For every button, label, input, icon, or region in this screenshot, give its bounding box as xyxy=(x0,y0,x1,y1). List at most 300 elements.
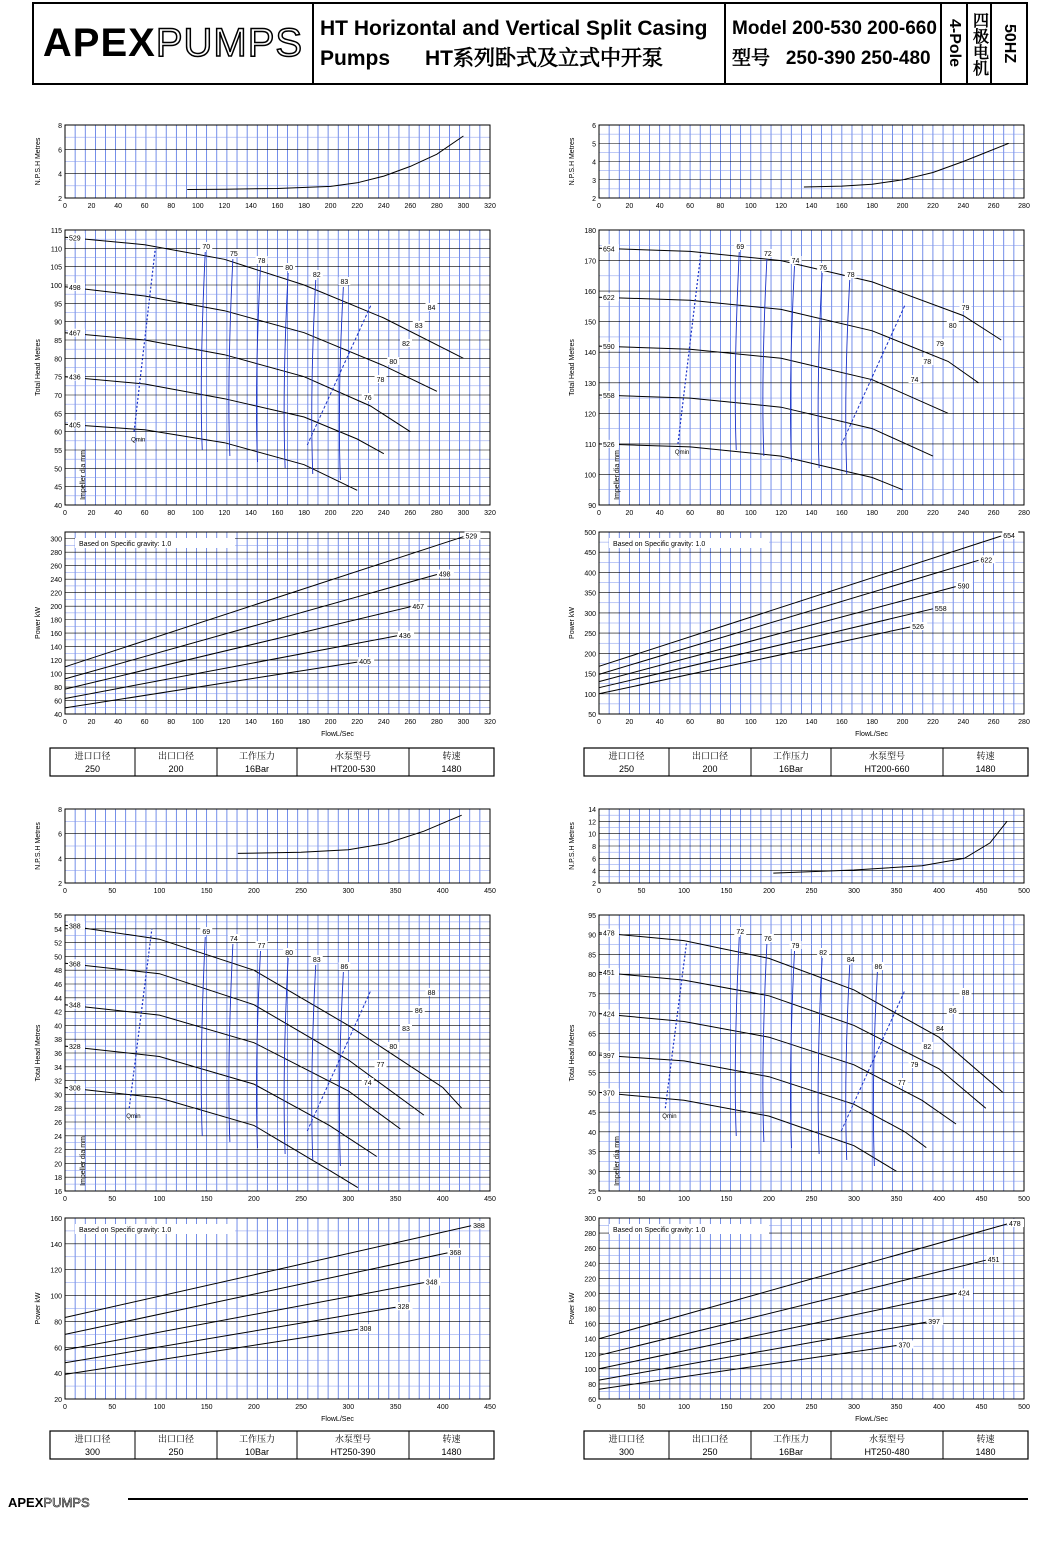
impeller-curve xyxy=(599,395,933,456)
power-x-tick-label: 400 xyxy=(436,1404,449,1411)
impeller-curve xyxy=(65,374,384,454)
head-x-tick-label: 100 xyxy=(744,510,757,517)
efficiency-label: 82 xyxy=(819,950,828,957)
head-x-tick-label: 0 xyxy=(597,1196,601,1203)
head-x-tick-label: 80 xyxy=(167,510,176,517)
spec-value: 250 xyxy=(84,764,101,774)
power-curve-label: 451 xyxy=(987,1257,1000,1265)
efficiency-label: 88 xyxy=(427,990,436,997)
efficiency-label: 74 xyxy=(910,377,919,384)
head-x-tick-label: 150 xyxy=(200,1196,213,1203)
npsh-x-tick-label: 350 xyxy=(389,888,402,895)
spec-header: 出口口径 xyxy=(157,1434,195,1444)
power-curve xyxy=(599,1224,1007,1339)
spec-header: 转速 xyxy=(442,751,461,761)
power-curve-label: 368 xyxy=(449,1249,462,1257)
power-x-tick-label: 150 xyxy=(200,1404,213,1411)
impeller-curve xyxy=(599,346,948,413)
flow-axis-label: FlowL/Sec xyxy=(321,731,354,738)
head-x-tick-label: 260 xyxy=(404,510,417,517)
head-x-tick-label: 200 xyxy=(763,1196,775,1203)
power-x-tick-label: 100 xyxy=(744,719,757,726)
efficiency-label: 79 xyxy=(936,341,944,348)
power-y-tick-label: 120 xyxy=(584,1351,596,1359)
frequency-label: 50HZ xyxy=(1001,23,1018,64)
npsh-y-tick-label: 2 xyxy=(58,881,62,888)
power-curve-label: 558 xyxy=(934,605,947,613)
sg-note: Based on Specific gravity: 1.0 xyxy=(613,541,706,548)
power-y-tick-label: 240 xyxy=(584,1261,596,1269)
power-y-tick-label: 200 xyxy=(584,651,596,659)
power-y-tick-label: 280 xyxy=(584,1231,596,1239)
npsh-x-tick-label: 300 xyxy=(457,203,470,210)
head-x-tick-label: 140 xyxy=(805,510,818,517)
npsh-x-tick-label: 350 xyxy=(890,888,903,895)
spec-header: 工作压力 xyxy=(238,751,276,761)
head-x-tick-label: 350 xyxy=(890,1196,903,1203)
head-x-tick-label: 180 xyxy=(298,510,310,517)
power-x-tick-label: 120 xyxy=(775,719,787,726)
spec-header: 转速 xyxy=(442,1434,461,1444)
power-y-tick-label: 450 xyxy=(584,550,596,558)
npsh-x-tick-label: 450 xyxy=(975,888,988,895)
npsh-x-tick-label: 0 xyxy=(597,203,601,210)
efficiency-label: 78 xyxy=(257,258,266,265)
head-x-tick-label: 450 xyxy=(975,1196,988,1203)
head-y-tick-label: 60 xyxy=(54,429,62,437)
head-y-tick-label: 20 xyxy=(54,1161,62,1169)
npsh-curve xyxy=(804,143,1009,187)
impeller-label: 558 xyxy=(603,393,615,400)
npsh-y-tick-label: 12 xyxy=(588,819,596,827)
head-y-tick-label: 30 xyxy=(588,1169,596,1177)
model-numbers xyxy=(726,4,942,83)
spec-header: 工作压力 xyxy=(238,1434,276,1444)
power-x-tick-label: 120 xyxy=(218,719,231,726)
npsh-y-tick-label: 8 xyxy=(58,123,62,130)
power-x-tick-label: 0 xyxy=(63,1404,67,1411)
impeller-label: 498 xyxy=(69,284,81,292)
spec-value: 1480 xyxy=(975,764,996,774)
head-y-tick-label: 24 xyxy=(54,1133,62,1141)
head-y-tick-label: 95 xyxy=(588,913,596,920)
head-y-tick-label: 26 xyxy=(54,1120,62,1127)
power-curve-label: 498 xyxy=(438,571,451,579)
head-y-tick-label: 75 xyxy=(588,991,596,999)
npsh-x-tick-label: 200 xyxy=(324,203,337,210)
head-x-tick-label: 280 xyxy=(431,510,443,517)
logo-bold-text: APEX xyxy=(42,21,156,65)
npsh-y-tick-label: 2 xyxy=(592,196,596,203)
npsh-x-tick-label: 0 xyxy=(63,203,67,210)
head-x-tick-label: 500 xyxy=(1018,1196,1030,1203)
head-y-tick-label: 46 xyxy=(54,982,62,989)
efficiency-label: 83 xyxy=(414,323,423,330)
model-line-1: Model 200-530 200-660 xyxy=(732,17,937,39)
power-curve-label: 308 xyxy=(359,1326,372,1334)
head-x-tick-label: 60 xyxy=(140,510,149,517)
spec-value: 300 xyxy=(618,1447,635,1457)
head-y-tick-label: 90 xyxy=(588,503,596,510)
head-y-tick-label: 75 xyxy=(54,374,62,382)
head-y-tick-label: 140 xyxy=(584,350,596,358)
head-x-tick-label: 0 xyxy=(63,510,67,517)
power-y-tick-label: 300 xyxy=(50,536,62,544)
power-curve-label: 622 xyxy=(980,557,993,565)
head-x-tick-label: 140 xyxy=(245,510,257,517)
title-line-2: Pumps HT系列卧式及立式中开泵 xyxy=(320,46,664,70)
logo xyxy=(34,4,314,83)
spec-value: 200 xyxy=(702,764,718,774)
npsh-x-tick-label: 400 xyxy=(933,888,945,895)
efficiency-label: 82 xyxy=(923,1044,932,1051)
spec-value: 1480 xyxy=(975,1447,996,1457)
power-x-tick-label: 0 xyxy=(63,719,67,726)
spec-header: 水泵型号 xyxy=(868,1434,906,1444)
spec-header: 转速 xyxy=(976,751,995,761)
power-y-tick-label: 200 xyxy=(50,604,62,612)
power-y-tick-label: 100 xyxy=(584,691,596,699)
spec-header: 进口口径 xyxy=(74,1434,111,1444)
power-y-tick-label: 220 xyxy=(50,590,62,598)
impeller-label: 526 xyxy=(603,441,615,449)
efficiency-label: 83 xyxy=(340,279,349,286)
qmin-label: Qmin xyxy=(126,1114,141,1121)
power-y-tick-label: 260 xyxy=(584,1246,596,1254)
power-y-tick-label: 120 xyxy=(50,658,62,666)
power-y-tick-label: 150 xyxy=(584,671,596,679)
efficiency-label: 86 xyxy=(874,964,883,971)
impeller-label: 467 xyxy=(69,330,81,338)
npsh-x-tick-label: 0 xyxy=(597,888,601,895)
power-x-tick-label: 300 xyxy=(342,1404,355,1411)
npsh-x-tick-label: 20 xyxy=(87,203,96,210)
head-y-tick-label: 40 xyxy=(54,503,62,510)
head-y-tick-label: 120 xyxy=(584,411,596,419)
efficiency-label: 72 xyxy=(763,251,772,258)
head-x-tick-label: 250 xyxy=(805,1196,818,1203)
head-x-tick-label: 260 xyxy=(987,510,1000,517)
npsh-x-tick-label: 40 xyxy=(114,203,123,210)
npsh-x-tick-label: 160 xyxy=(836,203,848,210)
head-y-tick-label: 170 xyxy=(584,258,596,266)
npsh-x-tick-label: 120 xyxy=(775,203,787,210)
power-y-tick-label: 80 xyxy=(54,1319,62,1327)
efficiency-label: 79 xyxy=(961,305,970,312)
power-y-tick-label: 180 xyxy=(50,617,62,625)
power-x-tick-label: 300 xyxy=(457,719,470,726)
head-y-tick-label: 150 xyxy=(584,319,596,327)
head-y-tick-label: 100 xyxy=(50,283,62,290)
head-y-tick-label: 60 xyxy=(588,1051,596,1058)
impeller-label: 388 xyxy=(69,923,81,931)
head-y-tick-label: 110 xyxy=(50,246,62,254)
power-y-tick-label: 80 xyxy=(588,1381,596,1389)
power-y-tick-label: 300 xyxy=(584,1216,596,1223)
power-x-tick-label: 300 xyxy=(848,1404,860,1411)
npsh-curve xyxy=(187,136,463,190)
power-x-tick-label: 250 xyxy=(805,1404,818,1411)
npsh-x-tick-label: 120 xyxy=(218,203,231,210)
spec-value: 16Bar xyxy=(778,1447,804,1457)
flow-axis-label: FlowL/Sec xyxy=(855,731,888,738)
spec-header: 进口口径 xyxy=(608,751,645,761)
impeller-label: 451 xyxy=(603,970,615,978)
npsh-x-tick-label: 260 xyxy=(404,203,417,210)
head-x-tick-label: 250 xyxy=(295,1196,307,1203)
npsh-curve xyxy=(238,815,462,853)
efficiency-label: 76 xyxy=(763,936,772,943)
power-x-tick-label: 160 xyxy=(271,719,284,726)
spec-value: 250 xyxy=(168,1447,184,1457)
spec-value: HT200-530 xyxy=(330,764,376,774)
impeller-dia-label: Impeller dia mm xyxy=(614,1136,621,1186)
npsh-x-tick-label: 20 xyxy=(625,203,634,210)
head-x-tick-label: 100 xyxy=(153,1196,166,1203)
impeller-label: 328 xyxy=(69,1044,81,1052)
npsh-y-tick-label: 3 xyxy=(592,177,596,185)
efficiency-label: 72 xyxy=(736,929,745,936)
efficiency-curve xyxy=(735,252,739,450)
head-y-tick-label: 85 xyxy=(54,338,62,345)
power-curve xyxy=(599,587,956,682)
npsh-curve xyxy=(773,821,1007,873)
efficiency-label: 80 xyxy=(948,323,957,330)
npsh-x-tick-label: 150 xyxy=(720,888,733,895)
impeller-label: 368 xyxy=(69,961,81,969)
head-x-tick-label: 400 xyxy=(933,1196,945,1203)
npsh-x-tick-label: 40 xyxy=(655,203,664,210)
impeller-curve xyxy=(65,1085,358,1188)
power-x-tick-label: 180 xyxy=(866,719,879,726)
power-y-tick-label: 250 xyxy=(584,631,596,639)
impeller-label: 529 xyxy=(69,235,81,243)
efficiency-label: 82 xyxy=(402,341,410,348)
power-y-tick-label: 160 xyxy=(584,1321,596,1329)
impeller-label: 478 xyxy=(603,930,615,938)
power-curve xyxy=(65,1307,396,1363)
efficiency-curve xyxy=(312,280,316,474)
power-y-tick-label: 500 xyxy=(584,530,596,537)
head-y-tick-label: 44 xyxy=(54,995,62,1003)
power-curve xyxy=(65,1253,448,1335)
power-y-axis-label: Power kW xyxy=(35,1292,42,1325)
head-x-tick-label: 160 xyxy=(836,510,848,517)
power-curve-label: 590 xyxy=(957,583,970,591)
head-y-tick-label: 40 xyxy=(588,1129,596,1137)
power-y-tick-label: 100 xyxy=(50,671,62,679)
impeller-curve xyxy=(599,297,979,383)
efficiency-curve xyxy=(229,944,233,1142)
power-y-tick-label: 20 xyxy=(54,1397,62,1404)
power-x-tick-label: 80 xyxy=(716,719,725,726)
power-curve-label: 370 xyxy=(898,1342,911,1350)
npsh-x-tick-label: 400 xyxy=(436,888,449,895)
efficiency-label: 82 xyxy=(312,272,321,279)
npsh-x-tick-label: 250 xyxy=(805,888,818,895)
head-y-axis-label: Total Head Metres xyxy=(35,339,42,396)
power-curve-label: 478 xyxy=(1009,1221,1021,1229)
efficiency-label: 77 xyxy=(257,943,266,950)
head-y-tick-label: 65 xyxy=(54,411,62,419)
power-x-tick-label: 140 xyxy=(245,719,257,726)
npsh-x-tick-label: 50 xyxy=(637,888,646,895)
head-x-tick-label: 240 xyxy=(377,510,390,517)
efficiency-label: 78 xyxy=(846,272,855,279)
power-curve xyxy=(599,1260,986,1355)
npsh-y-tick-label: 6 xyxy=(58,147,62,155)
page-title xyxy=(314,4,726,83)
efficiency-curve xyxy=(339,972,343,1166)
chart-panel-ht200-660 xyxy=(564,112,1034,780)
head-x-tick-label: 0 xyxy=(597,510,601,517)
spec-value: 250 xyxy=(618,764,635,774)
spec-value: HT250-390 xyxy=(330,1447,376,1457)
npsh-y-axis-label: N.P.S.H Metres xyxy=(35,137,42,186)
head-x-tick-label: 20 xyxy=(625,510,634,517)
npsh-x-tick-label: 100 xyxy=(744,203,757,210)
power-curve xyxy=(65,537,463,667)
head-x-tick-label: 200 xyxy=(248,1196,260,1203)
head-x-tick-label: 280 xyxy=(1018,510,1030,517)
npsh-x-tick-label: 280 xyxy=(1018,203,1030,210)
power-x-tick-label: 180 xyxy=(298,719,310,726)
chart-svg-ht250-390 xyxy=(30,798,500,1462)
head-y-tick-label: 160 xyxy=(584,289,596,297)
power-curve-label: 529 xyxy=(465,533,478,541)
npsh-x-tick-label: 0 xyxy=(63,888,67,895)
npsh-x-tick-label: 180 xyxy=(866,203,879,210)
npsh-y-tick-label: 10 xyxy=(588,831,596,839)
head-y-tick-label: 45 xyxy=(588,1110,596,1118)
efficiency-curve xyxy=(339,287,343,480)
head-y-tick-label: 65 xyxy=(588,1031,596,1039)
npsh-x-tick-label: 140 xyxy=(245,203,257,210)
npsh-y-tick-label: 2 xyxy=(592,881,596,888)
head-y-tick-label: 55 xyxy=(588,1070,596,1078)
head-y-tick-label: 70 xyxy=(588,1011,596,1019)
efficiency-label: 86 xyxy=(948,1008,957,1015)
head-y-axis-label: Total Head Metres xyxy=(569,339,576,396)
head-x-tick-label: 0 xyxy=(63,1196,67,1203)
efficiency-label: 76 xyxy=(363,395,372,402)
impeller-label: 397 xyxy=(603,1052,615,1060)
head-x-tick-label: 100 xyxy=(191,510,204,517)
head-y-tick-label: 95 xyxy=(54,301,62,309)
power-curve-label: 654 xyxy=(1003,533,1015,541)
head-y-tick-label: 130 xyxy=(584,380,596,388)
power-y-tick-label: 100 xyxy=(584,1366,596,1374)
sg-note: Based on Specific gravity: 1.0 xyxy=(613,1227,706,1234)
npsh-y-tick-label: 4 xyxy=(58,171,62,179)
power-y-tick-label: 40 xyxy=(54,712,62,719)
power-x-tick-label: 50 xyxy=(637,1404,646,1411)
head-y-tick-label: 42 xyxy=(54,1009,62,1017)
npsh-x-tick-label: 280 xyxy=(431,203,443,210)
efficiency-label: 78 xyxy=(376,377,385,384)
impeller-curve xyxy=(65,424,357,490)
spec-value: 250 xyxy=(702,1447,718,1457)
power-x-tick-label: 0 xyxy=(597,719,601,726)
efficiency-label: 83 xyxy=(312,957,321,964)
power-x-tick-label: 50 xyxy=(108,1404,117,1411)
spec-value: HT200-660 xyxy=(864,764,910,774)
head-x-tick-label: 160 xyxy=(271,510,284,517)
npsh-x-tick-label: 80 xyxy=(167,203,176,210)
npsh-x-tick-label: 450 xyxy=(484,888,496,895)
power-x-tick-label: 400 xyxy=(933,1404,945,1411)
efficiency-label: 84 xyxy=(427,305,436,312)
pole-label: 4-Pole xyxy=(942,4,968,83)
spec-header: 工作压力 xyxy=(772,1434,810,1444)
npsh-x-tick-label: 180 xyxy=(298,203,310,210)
npsh-x-tick-label: 240 xyxy=(377,203,390,210)
head-y-tick-label: 28 xyxy=(54,1106,62,1114)
npsh-x-tick-label: 100 xyxy=(678,888,690,895)
npsh-x-tick-label: 50 xyxy=(108,888,117,895)
power-y-axis-label: Power kW xyxy=(35,607,42,639)
power-x-tick-label: 100 xyxy=(191,719,204,726)
head-x-tick-label: 300 xyxy=(342,1196,355,1203)
spec-header: 工作压力 xyxy=(772,751,810,761)
head-y-tick-label: 18 xyxy=(54,1175,62,1183)
impeller-label: 654 xyxy=(603,246,615,254)
title-line-1: HT Horizontal and Vertical Split Casing xyxy=(320,16,708,40)
head-x-tick-label: 240 xyxy=(957,510,970,517)
power-curve-label: 348 xyxy=(425,1279,438,1287)
head-y-tick-label: 54 xyxy=(54,926,62,934)
efficiency-curve xyxy=(735,937,739,1136)
sg-note: Based on Specific gravity: 1.0 xyxy=(79,1227,172,1234)
logo-outline-text: PUMPS xyxy=(155,21,304,65)
power-curve xyxy=(599,560,979,674)
head-x-tick-label: 350 xyxy=(389,1196,402,1203)
power-x-tick-label: 350 xyxy=(389,1404,402,1411)
qmin-line xyxy=(665,943,686,1109)
head-x-tick-label: 220 xyxy=(927,510,939,517)
power-x-tick-label: 20 xyxy=(87,719,96,726)
efficiency-label: 74 xyxy=(229,936,238,943)
head-y-tick-label: 52 xyxy=(54,940,62,948)
head-x-tick-label: 320 xyxy=(484,510,496,517)
spec-header: 水泵型号 xyxy=(334,751,372,761)
power-y-tick-label: 60 xyxy=(588,1397,596,1404)
npsh-y-axis-label: N.P.S.H Metres xyxy=(35,822,42,870)
npsh-y-tick-label: 4 xyxy=(58,856,62,864)
npsh-y-tick-label: 6 xyxy=(58,831,62,839)
impeller-label: 590 xyxy=(603,344,615,352)
power-y-tick-label: 80 xyxy=(54,685,62,693)
head-y-tick-label: 80 xyxy=(588,972,596,980)
power-curve-label: 388 xyxy=(473,1222,485,1230)
head-x-tick-label: 50 xyxy=(108,1196,117,1203)
npsh-y-tick-label: 6 xyxy=(592,856,596,864)
head-x-tick-label: 80 xyxy=(716,510,725,517)
flow-axis-label: FlowL/Sec xyxy=(855,1416,888,1423)
head-y-tick-label: 55 xyxy=(54,448,62,455)
power-x-tick-label: 200 xyxy=(763,1404,775,1411)
power-curve-label: 328 xyxy=(397,1304,410,1312)
npsh-x-tick-label: 140 xyxy=(805,203,818,210)
chart-svg-ht200-660 xyxy=(564,112,1034,780)
power-x-tick-label: 80 xyxy=(167,719,176,726)
power-y-tick-label: 350 xyxy=(584,590,596,598)
efficiency-label: 86 xyxy=(414,1008,423,1015)
power-y-tick-label: 300 xyxy=(584,610,596,618)
power-curve-label: 526 xyxy=(912,624,924,632)
power-x-tick-label: 150 xyxy=(720,1404,733,1411)
power-x-tick-label: 450 xyxy=(484,1404,496,1411)
